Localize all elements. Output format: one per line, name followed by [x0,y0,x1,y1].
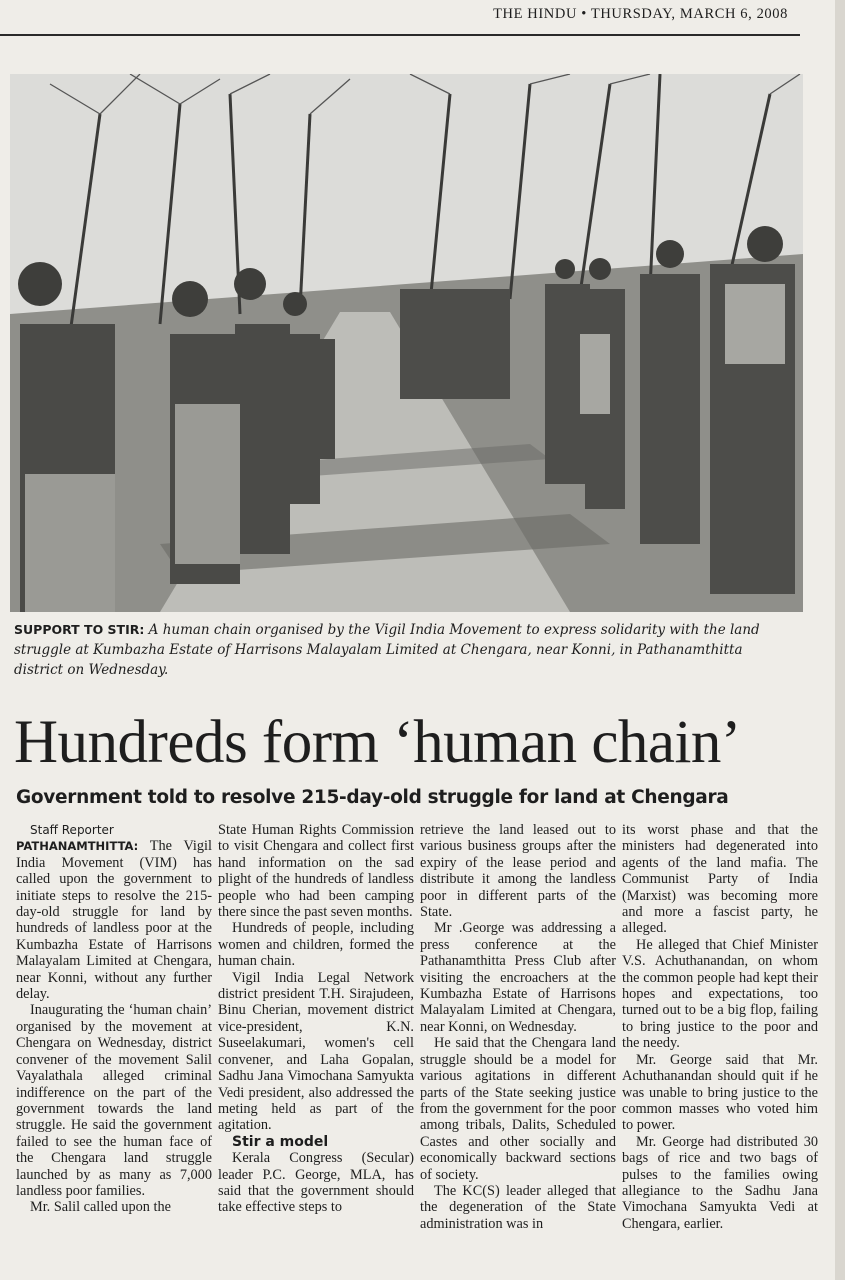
paragraph: Mr .George was addressing a press conference at the Pathanamthitta Press Club after visiting the encroachers at the Kumbazha Estate of Harrisons Malayalam Limited at Chengara, near Konni, on Wednesday. [420,920,616,1035]
masthead: THE HINDU • THURSDAY, MARCH 6, 2008 [493,6,788,22]
paragraph [16,838,212,1002]
article-column-1 [16,822,212,1216]
photo-illustration [10,74,803,612]
paragraph: Mr. Salil called upon the [30,1199,171,1216]
paragraph: State Human Rights Commission to visit Chengara and collect first hand information on the sad plight of the hundreds of landless people who had been camping there since the past seven months. [218,822,414,921]
paragraph: The KC(S) leader alleged that the degeneration of the State administration was in [420,1182,616,1232]
article-column-3 [420,822,616,1232]
paragraph-text: The Vigil India Movement (VIM) has called upon the government to initiate steps to resolve the 215-day-old struggle for land by hundreds of landless poor at the Kumbazha Estate of Harrisons Malayalam Limited at Chengara, near Konni, without any further delay. [16,838,212,1003]
article-column-4 [622,822,818,1232]
paragraph: Kerala Congress (Secular) leader P.C. George, MLA, has said that the government should take effective steps to [218,1150,414,1216]
article-column-2 [218,822,414,1216]
crosshead: Stir a model [232,1133,329,1150]
photo-caption [14,620,794,680]
dateline: PATHANAMTHITTA: [16,839,139,854]
subheadline: Government told to resolve 215-day-old struggle for land at Chengara [16,787,729,808]
paragraph: Vigil India Legal Network district president T.H. Sirajudeen, Binu Cherian, movement district vice-president, K.N. Suseelakumari, women's cell convener, and Laha Gopalan, Sadhu Jana Vimochana Samyukta Vedi president, also addressed the meting held as part of the agitation. [218,969,414,1134]
byline: Staff Reporter [30,823,114,837]
paragraph: Hundreds of people, including women and children, formed the human chain. [218,920,414,970]
paragraph: Mr. George had distributed 30 bags of rice and two bags of pulses to the families owing allegiance to the Sadhu Jana Vimochana Samyukta Vedi at Chengara, earlier. [622,1133,818,1232]
paragraph: Inaugurating the ‘human chain’ organised by the movement at Chengara on Wednesday, district convener of the movement Salil Vayalathala alleged criminal indifference on the part of the government towards the land struggle. He said the government failed to see the human face of the Chengara land struggle launched by as many as 7,000 landless poor families. [16,1002,212,1199]
paragraph: He alleged that Chief Minister V.S. Achuthanandan, on whom the common people had kept their hopes and expectations, too turned out to be a big flop, failing to bring justice to the poor and the needy. [622,936,818,1052]
headline: Hundreds form ‘human chain’ [14,709,741,776]
paragraph: He said that the Chengara land struggle should be a model for various agitations in different parts of the State seeking justice from the government for the poor among tribals, Dalits, Scheduled Castes and other socially and economically backward sections of society. [420,1035,616,1183]
caption-text: A human chain organised by the Vigil India Movement to express solidarity with the land struggle at Kumbazha Estate of Harrisons Malayalam Limited at Chengara, near Konni, in Pathanamthitta district on Wednesday. [14,622,760,678]
paragraph: Mr. George said that Mr. Achuthanandan should quit if he was unable to bring justice to the common masses who voted him to power. [622,1051,818,1134]
photo-human-chain-icon [10,74,803,612]
paragraph: retrieve the land leased out to various business groups after the expiry of the lease period and distribute it among the landless poor in different parts of the State. [420,822,616,921]
masthead-rule [0,34,800,36]
paragraph: its worst phase and that the ministers had degenerated into agents of the land mafia. The Communist Party of India (Marxist) was becoming more and more a fascist party, he alleged. [622,822,818,937]
caption-lead: SUPPORT TO STIR: [14,622,145,637]
